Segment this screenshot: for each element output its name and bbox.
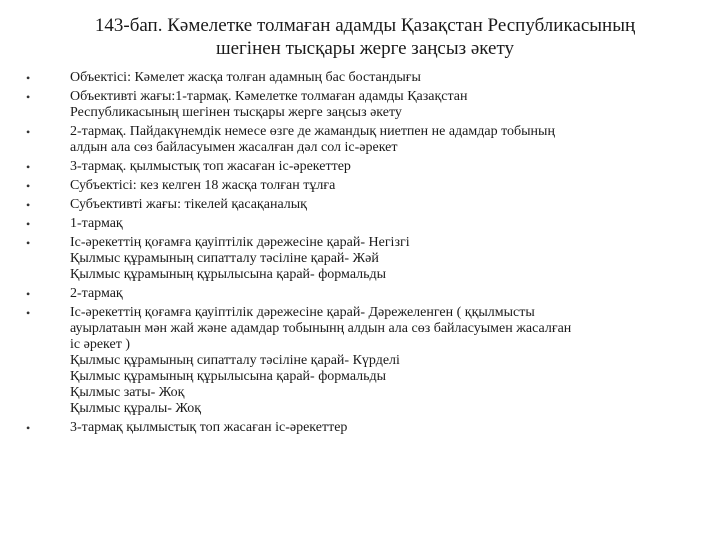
bullet-text-line: алдын ала сөз байласуымен жасалған дәл сол іс-әрекет — [70, 140, 398, 155]
bullet-marker: • — [26, 90, 31, 104]
bullet-text-line: Қылмыс құралы- Жоқ — [70, 401, 202, 416]
bullet-text-line: Қылмыс заты- Жоқ — [70, 385, 185, 400]
bullet-marker: • — [26, 125, 31, 139]
bullet-item — [26, 70, 696, 86]
bullet-text-line: Қылмыс құрамының сипатталу тәсіліне қарай- Күрделі — [70, 353, 400, 368]
bullet-text-line: іс әрекет ) — [70, 337, 130, 352]
bullet-item — [26, 159, 696, 175]
bullet-item — [26, 420, 696, 436]
bullet-text-line: Субъективті жағы: тікелей қасақаналық — [70, 197, 307, 212]
bullet-text-line: Қылмыс құрамының сипатталу тәсіліне қарай- Жәй — [70, 251, 379, 266]
bullet-marker: • — [26, 179, 31, 193]
bullet-marker: • — [26, 236, 31, 250]
bullet-marker: • — [26, 287, 31, 301]
bullet-text-line: 3-тармақ. қылмыстық топ жасаған іс-әрекеттер — [70, 159, 351, 174]
bullet-text-line: 3-тармақ қылмыстық топ жасаған іс-әрекеттер — [70, 420, 348, 435]
bullet-item — [26, 305, 696, 417]
bullet-text-line: Республикасының шегінен тысқары жерге заңсыз әкету — [70, 105, 402, 120]
bullet-item — [26, 178, 696, 194]
bullet-text-line: ауырлатаын мән жай және адамдар тобынынң алдын ала сөз байласуымен жасалған — [70, 321, 572, 336]
bullet-item — [26, 89, 696, 121]
bullet-list — [26, 70, 696, 439]
bullet-marker: • — [26, 306, 31, 320]
bullet-item — [26, 197, 696, 213]
bullet-marker: • — [26, 421, 31, 435]
bullet-text-line: Қылмыс құрамының құрылысына қарай- формальды — [70, 267, 387, 282]
title-line-1: 143-бап. Кәмелетке толмаған адамды Қазақстан Республикасының — [94, 15, 636, 36]
bullet-item — [26, 216, 696, 232]
bullet-text-line: 1-тармақ — [70, 216, 123, 231]
bullet-text-line: Іс-әрекеттің қоғамға қауіптілік дәрежесіне қарай- Дәрежеленген ( ққылмысты — [70, 305, 535, 320]
bullet-text-line: Қылмыс құрамының құрылысына қарай- формальды — [70, 369, 387, 384]
bullet-marker: • — [26, 198, 31, 212]
bullet-item — [26, 235, 696, 283]
bullet-marker: • — [26, 160, 31, 174]
bullet-marker: • — [26, 217, 31, 231]
slide-title — [40, 14, 690, 60]
title-line-2: шегінен тысқары жерге заңсыз әкету — [215, 38, 515, 59]
bullet-text-line: Іс-әрекеттің қоғамға қауіптілік дәрежесіне қарай- Негізгі — [70, 235, 410, 250]
bullet-item — [26, 124, 696, 156]
bullet-text-line: Объектісі: Кәмелет жасқа толған адамның бас бостандығы — [70, 70, 421, 85]
bullet-text-line: Объективті жағы:1-тармақ. Кәмелетке толмаған адамды Қазақстан — [70, 89, 468, 104]
bullet-text-line: 2-тармақ — [70, 286, 123, 301]
bullet-text-line: 2-тармақ. Пайдакүнемдік немесе өзге де жамандық ниетпен не адамдар тобының — [70, 124, 555, 139]
bullet-marker: • — [26, 71, 31, 85]
bullet-item — [26, 286, 696, 302]
bullet-text-line: Субъектісі: кез келген 18 жасқа толған тұлға — [70, 178, 336, 193]
